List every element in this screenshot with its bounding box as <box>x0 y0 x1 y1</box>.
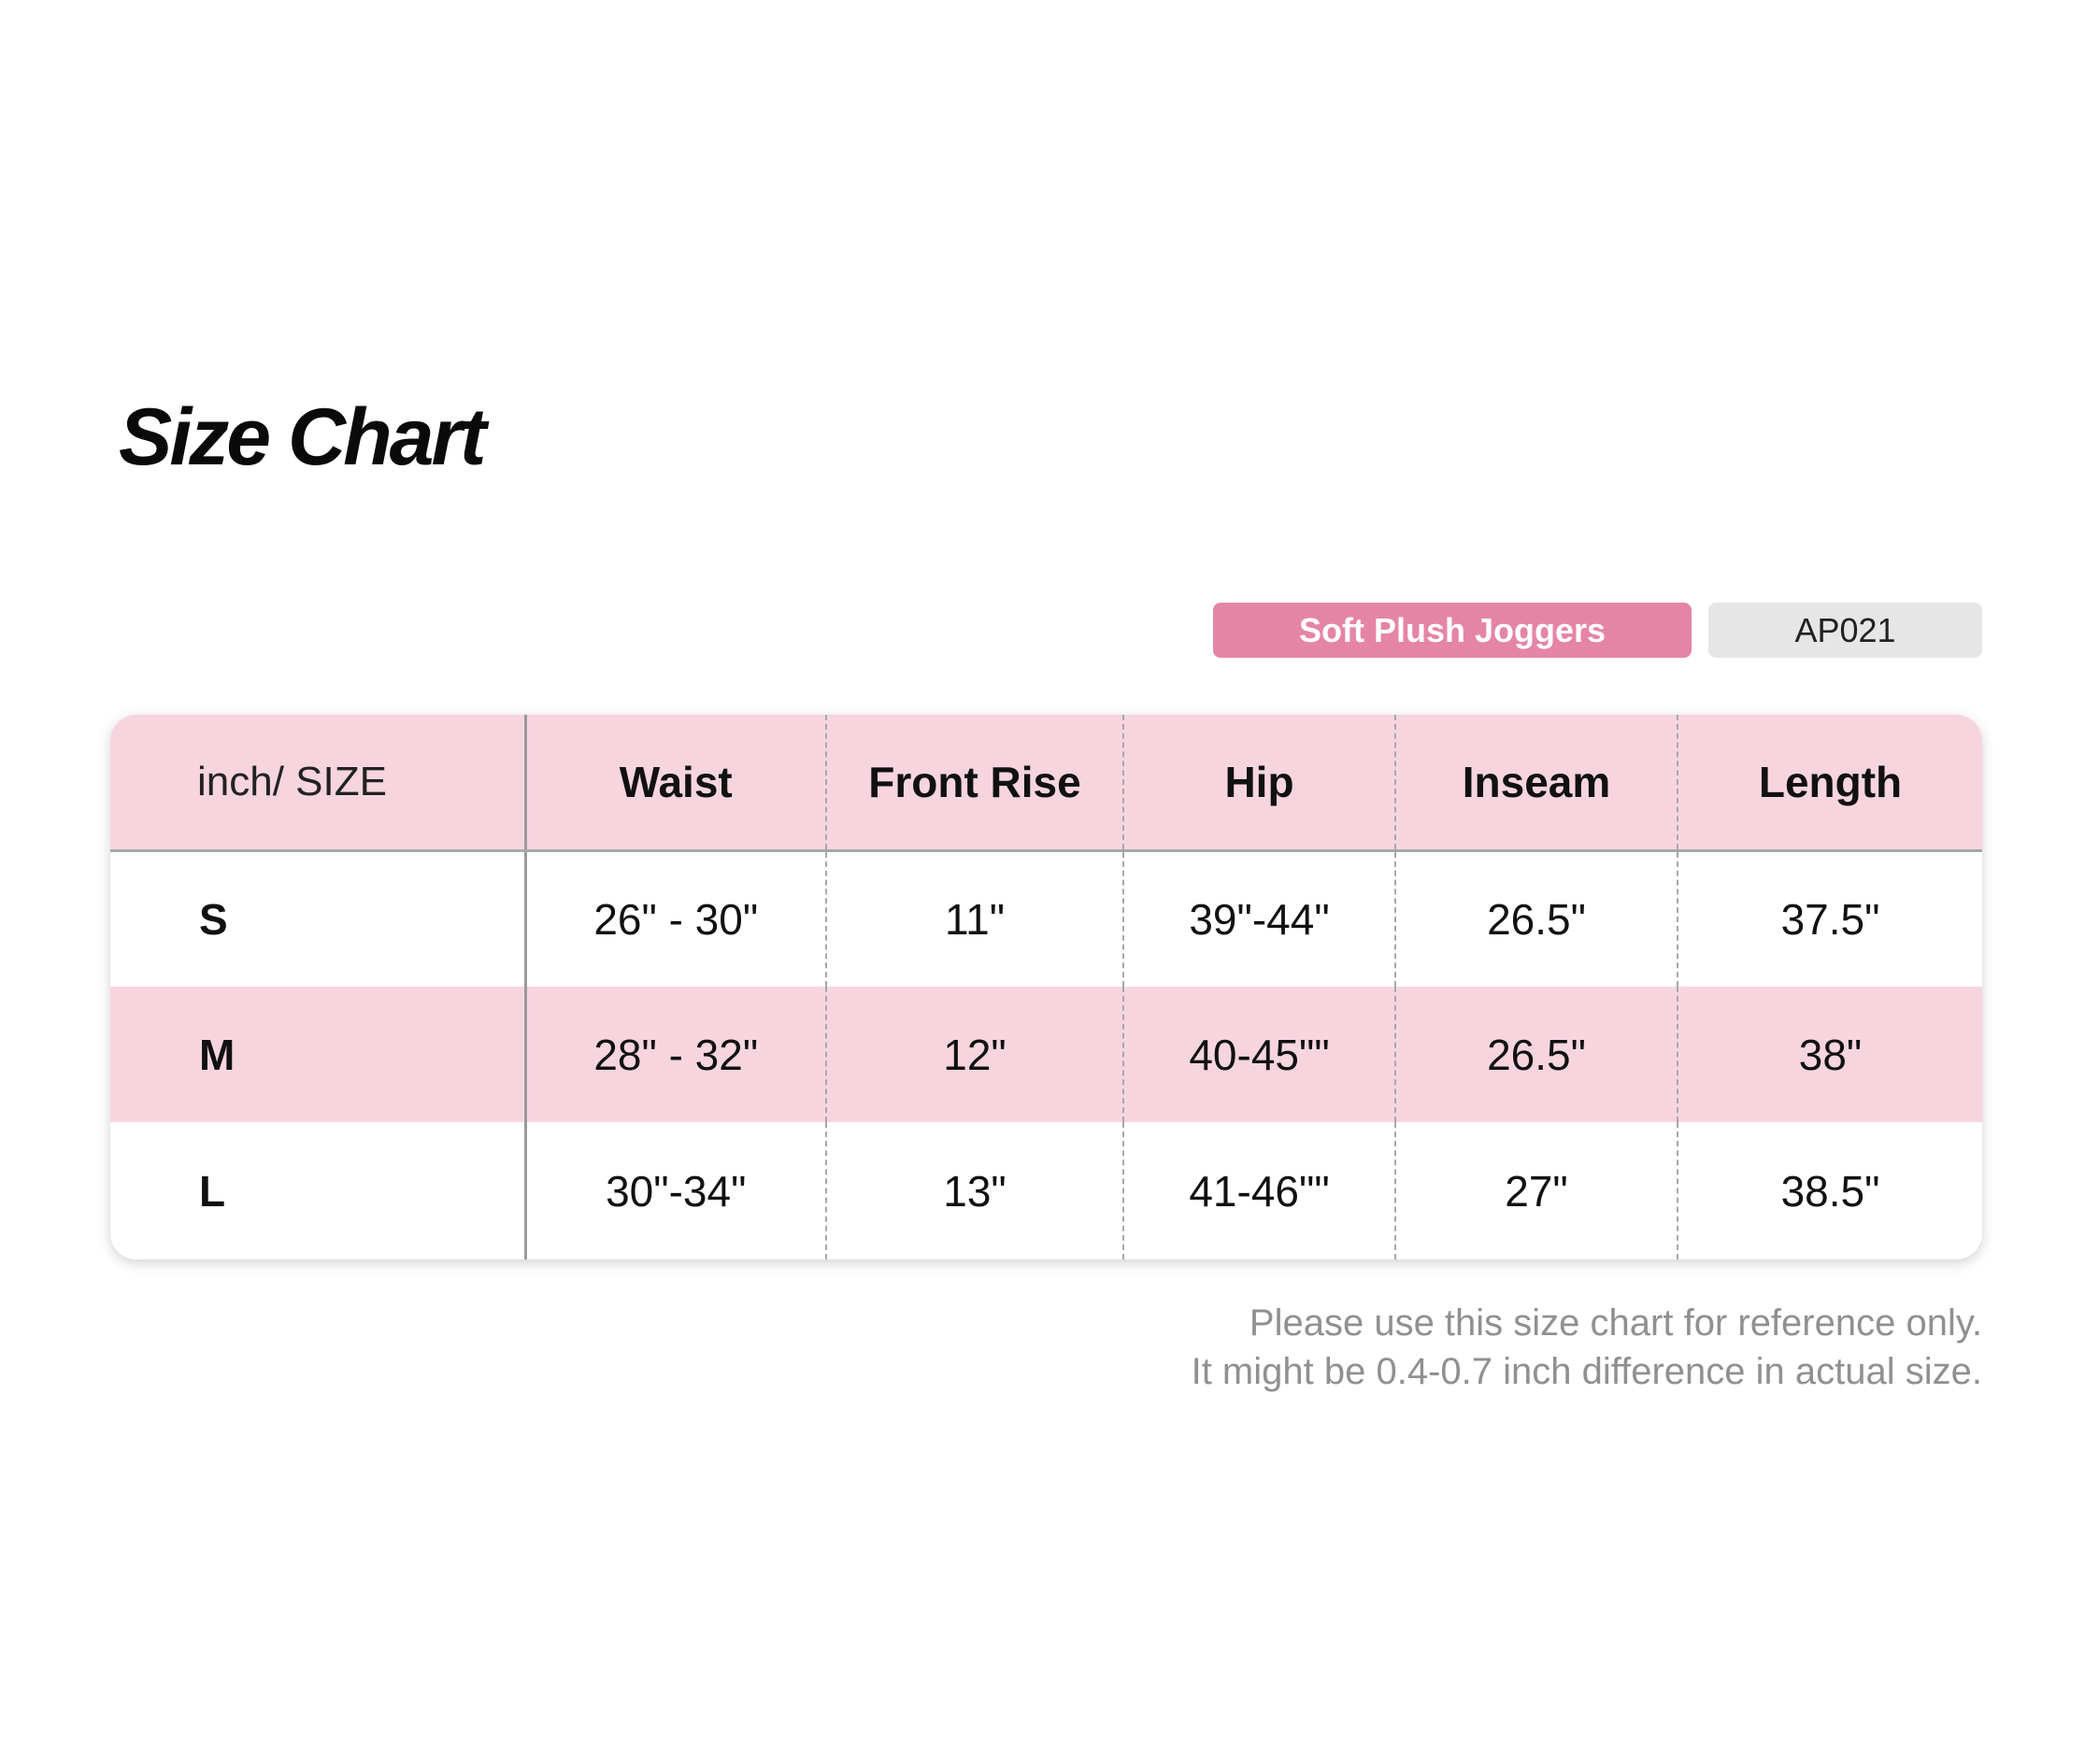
inseam-cell: 26.5" <box>1395 850 1678 987</box>
waist-cell: 30"-34" <box>525 1122 826 1259</box>
front-rise-cell: 12" <box>826 987 1123 1122</box>
table-row <box>110 850 1982 987</box>
hip-cell: 39"-44" <box>1123 850 1395 987</box>
inseam-cell: 26.5" <box>1395 987 1678 1122</box>
header-hip: Hip <box>1123 715 1395 850</box>
reference-footnote <box>1192 1299 1982 1396</box>
size-table <box>110 715 1982 1259</box>
table-row <box>110 1122 1982 1259</box>
front-rise-cell: 13" <box>826 1122 1123 1259</box>
inseam-cell: 27" <box>1395 1122 1678 1259</box>
table-row <box>110 987 1982 1122</box>
hip-cell: 40-45"" <box>1123 987 1395 1122</box>
length-cell: 38.5" <box>1780 1166 1880 1216</box>
header-waist: Waist <box>525 715 826 850</box>
hip-cell: 41-46"" <box>1123 1122 1395 1259</box>
front-rise-cell: 11" <box>826 850 1123 987</box>
size-table-card <box>110 715 1982 1259</box>
header-front-rise: Front Rise <box>826 715 1123 850</box>
waist-cell: 28" - 32" <box>525 987 826 1122</box>
length-cell: 37.5" <box>1780 894 1880 944</box>
table-header-row <box>110 715 1982 850</box>
footnote-line-2: It might be 0.4-0.7 inch difference in actual size. <box>1191 1351 1982 1392</box>
length-cell: 38" <box>1798 1030 1863 1079</box>
size-label: L <box>110 1122 525 1259</box>
waist-cell: 26" - 30" <box>525 850 826 987</box>
product-code-badge: AP021 <box>1708 603 1982 658</box>
product-name-badge: Soft Plush Joggers <box>1213 603 1692 658</box>
header-unit-size: inch/ SIZE <box>110 715 525 850</box>
page-title: Size Chart <box>119 392 484 482</box>
header-length: Length <box>1678 715 1982 850</box>
footnote-line-1: Please use this size chart for reference only. <box>1249 1302 1982 1344</box>
size-label: S <box>110 850 525 987</box>
size-label: M <box>110 987 525 1122</box>
header-inseam: Inseam <box>1395 715 1678 850</box>
